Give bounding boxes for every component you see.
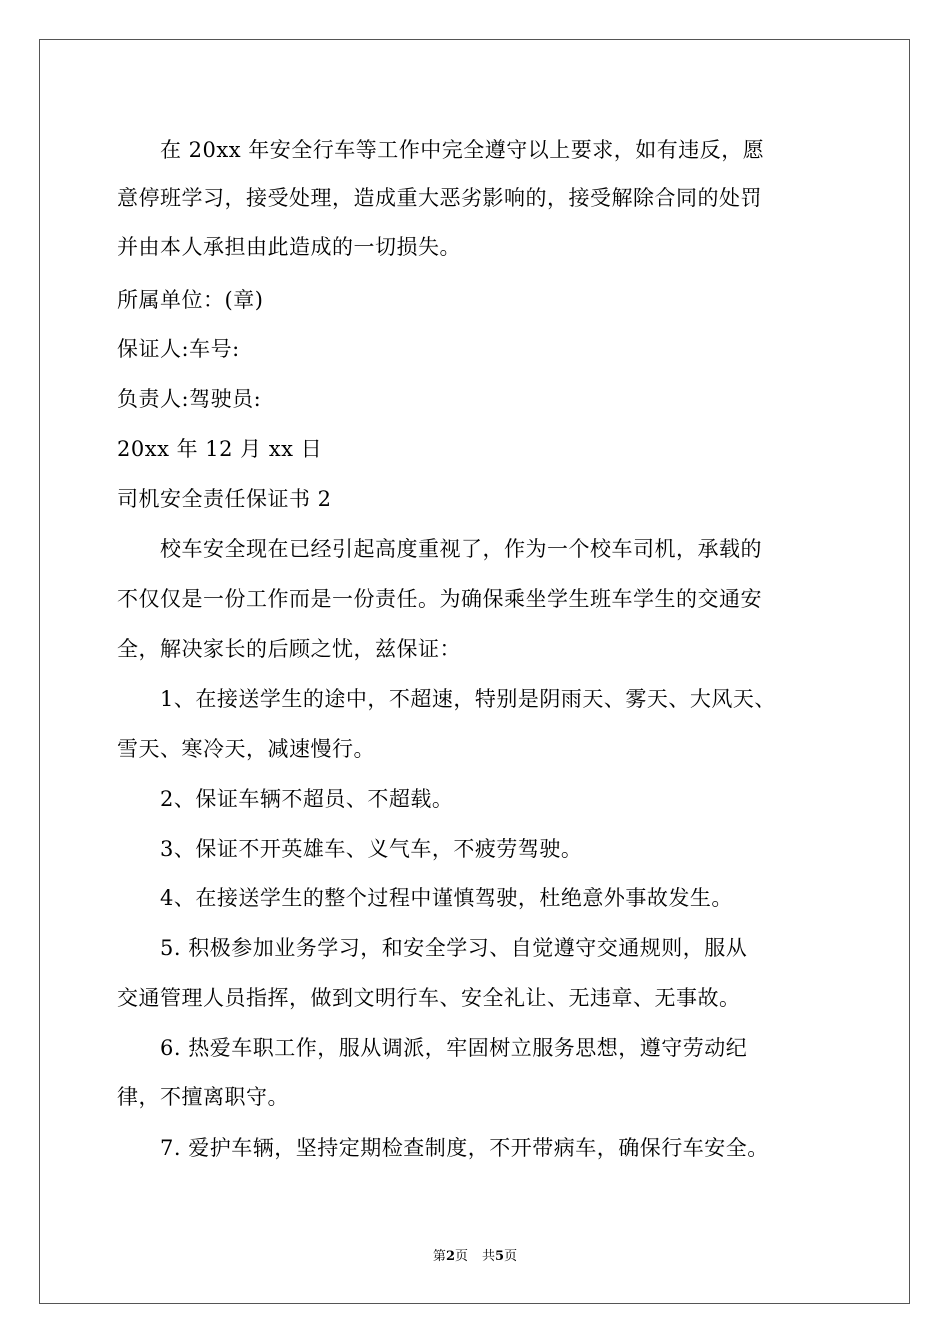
- responsible-line: 负责人:驾驶员:: [117, 387, 262, 411]
- paragraph-line: 在 20xx 年安全行车等工作中完全遵守以上要求，如有违反，愿: [160, 138, 765, 162]
- paragraph-line: 校车安全现在已经引起高度重视了，作为一个校车司机，承载的: [160, 537, 762, 561]
- list-item-line: 5. 积极参加业务学习，和安全学习、自觉遵守交通规则，服从: [160, 936, 748, 960]
- paragraph-line: 全，解决家长的后顾之忧，兹保证：: [117, 637, 461, 661]
- page-total-count: 5: [495, 1249, 505, 1264]
- page-footer: [0, 1249, 950, 1265]
- page-border: [39, 39, 910, 1304]
- section-title: 司机安全责任保证书 2: [117, 487, 332, 511]
- page-number-current: 2: [445, 1249, 455, 1264]
- list-item-line: 3、保证不开英雄车、义气车，不疲劳驾驶。: [160, 837, 583, 861]
- page-number-suffix: 页: [454, 1249, 468, 1264]
- paragraph-line: 意停班学习，接受处理，造成重大恶劣影响的，接受解除合同的处罚: [117, 186, 762, 210]
- list-item-line: 律，不擅离职守。: [117, 1085, 289, 1109]
- list-item-line: 交通管理人员指挥，做到文明行车、安全礼让、无违章、无事故。: [117, 986, 741, 1010]
- guarantor-line: 保证人:车号:: [117, 337, 240, 361]
- date-line: 20xx 年 12 月 xx 日: [117, 437, 323, 461]
- page-total-prefix: 共: [482, 1249, 496, 1264]
- list-item-line: 6. 热爱车职工作，服从调派，牢固树立服务思想，遵守劳动纪: [160, 1036, 748, 1060]
- paragraph-line: 并由本人承担由此造成的一切损失。: [117, 235, 461, 259]
- paragraph-line: 不仅仅是一份工作而是一份责任。为确保乘坐学生班车学生的交通安: [117, 587, 762, 611]
- list-item-line: 4、在接送学生的整个过程中谨慎驾驶，杜绝意外事故发生。: [160, 886, 733, 910]
- page-number-prefix: 第: [432, 1249, 446, 1264]
- page-total-suffix: 页: [504, 1249, 518, 1264]
- list-item-line: 1、在接送学生的途中，不超速，特别是阴雨天、雾天、大风天、: [160, 687, 776, 711]
- unit-line: 所属单位：(章): [117, 288, 264, 312]
- list-item-line: 7. 爱护车辆，坚持定期检查制度，不开带病车，确保行车安全。: [160, 1136, 769, 1160]
- list-item-line: 雪天、寒冷天，减速慢行。: [117, 737, 375, 761]
- list-item-line: 2、保证车辆不超员、不超载。: [160, 787, 454, 811]
